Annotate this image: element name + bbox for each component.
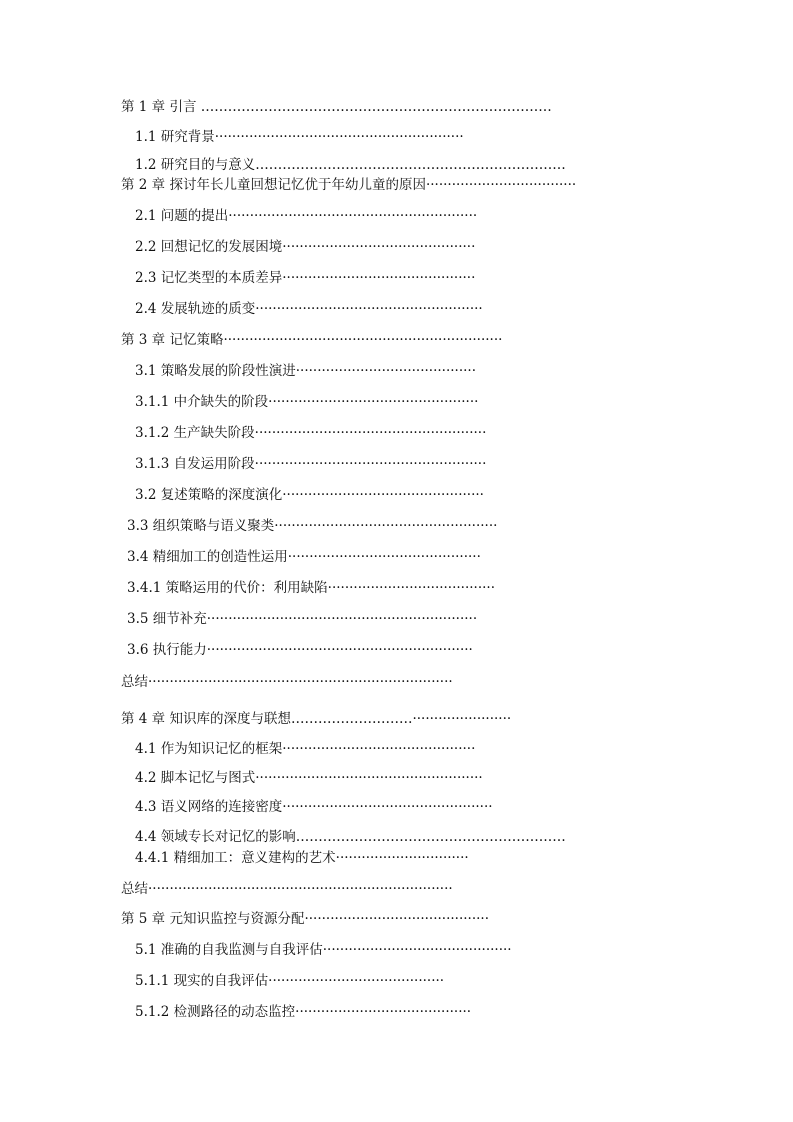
- toc-entry-title: 5.1.2 检测路径的动态监控: [135, 1004, 296, 1020]
- toc-entry-title: 2.4 发展轨迹的质变: [135, 301, 256, 317]
- toc-entry-leader: ·············································: [282, 741, 476, 757]
- toc-entry-2-2[interactable]: [135, 238, 475, 256]
- toc-entry-3-5[interactable]: [127, 610, 477, 628]
- toc-entry-3-4-1[interactable]: [127, 579, 495, 597]
- toc-entry-title: 1.1 研究背景: [135, 129, 215, 145]
- toc-entry-title: 3.6 执行能力: [127, 642, 207, 658]
- toc-entry-leader: ··········································: [295, 363, 476, 379]
- toc-entry-title: 3.5 细节补充: [127, 611, 207, 627]
- toc-entry-title: 第 2 章 探讨年长儿童回想记忆优于年幼儿童的原因: [121, 177, 426, 193]
- toc-entry-leader: ·················································: [282, 799, 493, 815]
- toc-entry-title: 3.1 策略发展的阶段性演进: [135, 363, 296, 379]
- toc-entry-leader: ……………………………………………………………: [255, 157, 566, 173]
- toc-entry-leader: ·······································································: [148, 881, 453, 897]
- toc-entry-chapter-2[interactable]: [121, 176, 576, 194]
- toc-entry-5-1[interactable]: [135, 941, 512, 959]
- toc-entry-leader: ·····················································: [255, 301, 483, 317]
- toc-entry-leader: ·······························································: [206, 611, 478, 627]
- toc-entry-title: 4.1 作为知识记忆的框架: [135, 741, 283, 757]
- toc-entry-5-1-1[interactable]: [135, 972, 444, 990]
- toc-entry-3-4[interactable]: [127, 548, 481, 566]
- toc-entry-3-6[interactable]: [127, 641, 473, 659]
- toc-entry-leader: ····················································: [274, 518, 498, 534]
- toc-entry-title: 第 1 章 引言: [121, 99, 197, 115]
- toc-entry-leader: ···········································: [304, 911, 489, 927]
- toc-entry-3-1[interactable]: [135, 362, 476, 380]
- toc-entry-title: 3.1.3 自发运用阶段: [135, 456, 255, 472]
- toc-entry-title: 2.1 问题的提出: [135, 208, 229, 224]
- toc-entry-title: 4.3 语义网络的连接密度: [135, 799, 283, 815]
- toc-entry-2-1[interactable]: [135, 207, 477, 225]
- toc-entry-title: 5.1.1 现实的自我评估: [135, 973, 269, 989]
- toc-entry-leader: ·································································: [223, 332, 503, 348]
- toc-entry-title: 第 4 章 知识库的深度与联想: [121, 711, 291, 727]
- toc-entry-leader: ······························································: [206, 642, 473, 658]
- toc-entry-leader: ·········································: [268, 973, 445, 989]
- toc-entry-summary-4[interactable]: [121, 880, 453, 898]
- toc-entry-leader: ·············································: [287, 549, 481, 565]
- toc-entry-title: 2.2 回想记忆的发展困境: [135, 239, 283, 255]
- toc-entry-4-4[interactable]: [135, 828, 566, 846]
- toc-entry-summary-3[interactable]: [121, 673, 453, 691]
- toc-entry-leader: ···································: [425, 177, 577, 193]
- toc-entry-3-1-1[interactable]: [135, 393, 478, 411]
- toc-entry-3-3[interactable]: [127, 517, 497, 535]
- toc-entry-title: 4.4.1 精细加工：意义建构的艺术: [135, 850, 336, 866]
- toc-entry-title: 3.4 精细加工的创造性运用: [127, 549, 288, 565]
- toc-entry-chapter-1[interactable]: [121, 98, 552, 116]
- toc-entry-leader: ······················································: [254, 456, 487, 472]
- toc-entry-leader: ······················································: [254, 425, 487, 441]
- toc-entry-title: 2.3 记忆类型的本质差异: [135, 270, 283, 286]
- toc-entry-leader: ·····················································: [255, 770, 483, 786]
- toc-entry-title: 3.1.2 生产缺失阶段: [135, 425, 255, 441]
- toc-entry-3-1-2[interactable]: [135, 424, 486, 442]
- toc-entry-4-3[interactable]: [135, 798, 493, 816]
- toc-entry-title: 3.4.1 策略运用的代价：利用缺陷: [127, 580, 328, 596]
- toc-entry-3-2[interactable]: [135, 486, 484, 504]
- toc-entry-leader: ··························································: [214, 129, 464, 145]
- toc-entry-title: 5.1 准确的自我监测与自我评估: [135, 942, 323, 958]
- toc-entry-chapter-4[interactable]: [121, 710, 511, 728]
- toc-entry-chapter-3[interactable]: [121, 331, 502, 349]
- toc-entry-leader: ·················································: [268, 394, 479, 410]
- toc-entry-leader: ·············································: [282, 239, 476, 255]
- toc-entry-leader: ………………………·······················: [290, 711, 512, 727]
- toc-entry-2-4[interactable]: [135, 300, 483, 318]
- toc-entry-leader: ·······························: [335, 850, 469, 866]
- toc-entry-title: 3.1.1 中介缺失的阶段: [135, 394, 269, 410]
- toc-entry-1-1[interactable]: [135, 128, 464, 146]
- toc-entry-title: 3.2 复述策略的深度演化: [135, 487, 283, 503]
- toc-entry-title: 4.4 领域专长对记忆的影响: [135, 829, 296, 845]
- toc-entry-3-1-3[interactable]: [135, 455, 486, 473]
- toc-entry-leader: ·······································································: [148, 674, 453, 690]
- toc-entry-title: 总结: [121, 674, 148, 690]
- toc-entry-2-3[interactable]: [135, 269, 475, 287]
- toc-entry-leader: ……………………………………………………: [295, 829, 566, 845]
- toc-entry-title: 3.3 组织策略与语义聚类: [127, 518, 275, 534]
- toc-entry-leader: ···············································: [282, 487, 484, 503]
- toc-entry-leader: ············································: [322, 942, 512, 958]
- toc-entry-leader: ·······································: [327, 580, 496, 596]
- toc-entry-chapter-5[interactable]: [121, 910, 489, 928]
- toc-entry-leader: ·········································: [295, 1004, 472, 1020]
- toc-entry-leader: ·············································: [282, 270, 476, 286]
- toc-entry-1-2[interactable]: [135, 156, 566, 174]
- toc-entry-4-4-1[interactable]: [135, 849, 469, 867]
- toc-entry-4-1[interactable]: [135, 740, 475, 758]
- toc-entry-title: 第 5 章 元知识监控与资源分配: [121, 911, 305, 927]
- toc-entry-title: 1.2 研究目的与意义: [135, 157, 256, 173]
- toc-entry-leader: ··························································: [228, 208, 478, 224]
- toc-entry-4-2[interactable]: [135, 769, 483, 787]
- toc-entry-title: 第 3 章 记忆策略: [121, 332, 224, 348]
- toc-entry-leader: ……………………………………………………………………: [200, 99, 552, 115]
- toc-entry-title: 4.2 脚本记忆与图式: [135, 770, 256, 786]
- toc-entry-5-1-2[interactable]: [135, 1003, 471, 1021]
- toc-entry-title: 总结: [121, 881, 148, 897]
